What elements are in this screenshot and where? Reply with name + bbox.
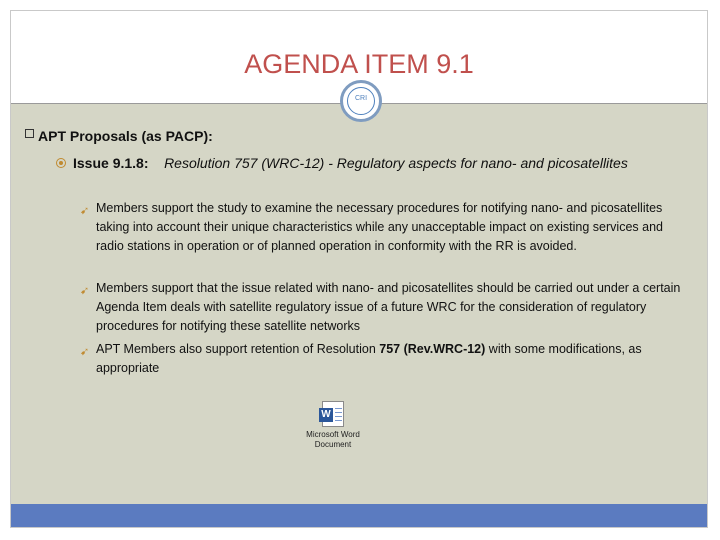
level2-item — [73, 153, 685, 174]
arrow-bullet-icon: ➹ — [80, 205, 90, 217]
seal-logo — [340, 80, 382, 122]
footer-bar — [11, 504, 707, 527]
seal-inner-ring — [347, 87, 375, 115]
doc-line — [335, 416, 342, 417]
word-document-icon[interactable] — [322, 401, 344, 427]
doc-caption-line2: Document — [314, 440, 352, 449]
doc-caption-line1: Microsoft Word — [306, 430, 360, 439]
bullet-text: Members support that the issue related with nano- and picosatellites should be carried out under a certain Agenda Item deals with satellite regulatory issue of a future WRC for the consideration of regulatory procedures for notifying these satellite networks — [96, 281, 681, 333]
checkbox-bullet-icon — [25, 129, 34, 138]
bullet-text-post: with some modifications, as appropriate — [96, 342, 642, 375]
page-title: AGENDA ITEM 9.1 — [244, 49, 474, 79]
doc-line — [335, 412, 342, 413]
word-logo-icon: W — [319, 408, 333, 422]
bullet-text: Members support the study to examine the necessary procedures for notifying nano- and picosatellites taking into account their unique characteristics while any unacceptable impact on existing services and radio stations in operation or of planned operation in conformity with the RR is avoided. — [96, 201, 663, 253]
seal-text: CRI — [354, 95, 368, 102]
doc-line — [335, 420, 342, 421]
level1-text: APT Proposals (as PACP): — [38, 128, 213, 144]
bullet-item — [80, 279, 686, 336]
level1-item — [38, 128, 213, 144]
bullet-item — [80, 199, 686, 256]
circle-bullet-icon — [56, 158, 66, 168]
issue-label: Issue 9.1.8: — [73, 155, 149, 171]
embedded-doc-caption[interactable] — [292, 430, 374, 450]
bullet-text-pre: APT Members also support retention of Resolution — [96, 342, 380, 356]
issue-reference: Resolution 757 (WRC‑12) - Regulatory aspects for nano- and picosatellites — [164, 155, 628, 171]
bullet-text-bold: 757 (Rev.WRC-12) — [379, 342, 486, 356]
doc-line — [335, 408, 342, 409]
arrow-bullet-icon: ➹ — [80, 346, 90, 358]
arrow-bullet-icon: ➹ — [80, 285, 90, 297]
bullet-item — [80, 340, 686, 378]
